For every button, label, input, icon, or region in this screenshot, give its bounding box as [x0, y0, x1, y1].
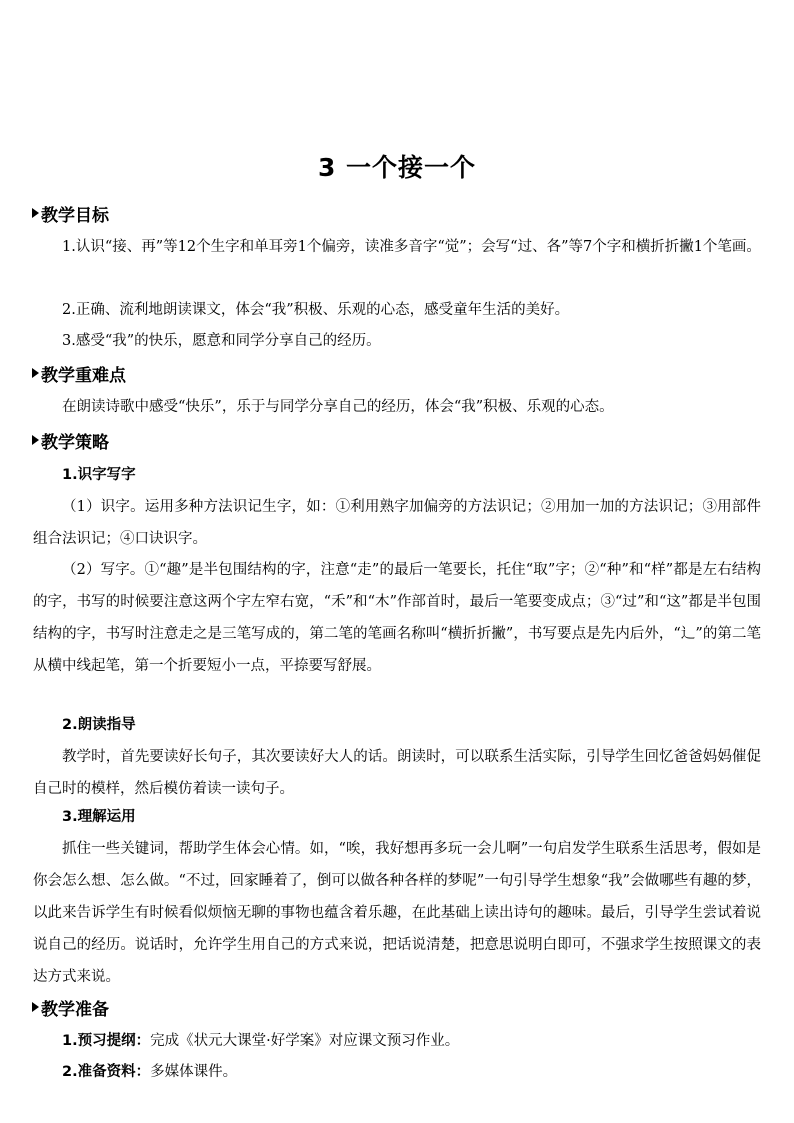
prep-item-2-value: 多媒体课件。 [150, 1064, 238, 1080]
lesson-title: 3 一个接一个 [317, 153, 477, 182]
prep-item-1-value: 完成《状元大课堂·好学案》对应课文预习作业。 [150, 1033, 460, 1049]
triangle-bullet-icon [32, 1002, 39, 1012]
subheading-literacy: 1.识字写字 [62, 467, 136, 483]
goal-item-2: 2.正确、流利地朗读课文，体会“我”积极、乐观的心态，感受童年生活的美好。 [62, 302, 570, 318]
section-heading-text: 教学准备 [41, 999, 109, 1020]
subheading-reading: 2.朗读指导 [62, 717, 136, 733]
section-heading-preparation [32, 995, 109, 1019]
section-heading-key-points [32, 361, 126, 385]
goal-item-3: 3.感受“我”的快乐，愿意和同学分享自己的经历。 [62, 333, 381, 349]
subheading-understanding: 3.理解运用 [62, 809, 136, 825]
triangle-bullet-icon [32, 368, 39, 378]
section-heading-text: 教学策略 [41, 432, 109, 453]
section-heading-text: 教学目标 [41, 205, 109, 226]
literacy-paragraph-2: （2）写字。①“趣”是半包围结构的字，注意“走”的最后一笔要长，托住“取”字；②“种”和“样”都是左右结构的字，书写的时候要注意这两个字左窄右宽，“禾”和“木”作部首时，最后一笔要变成点；③“过”和“这”都是半包围结构的字，书写时注意走之是三笔写成的，第二笔的笔画名称叫“横折折撇”，书写要点是先内后外，“辶”的第二笔从横中线起笔，第一个折要短小一点，平捺要写舒展。 [33, 562, 761, 674]
section-heading-goals [32, 201, 109, 225]
goal-item-1: 1.认识“接、再”等12个生字和单耳旁1个偏旁，读准多音字“觉”；会写“过、各”等7个字和横折折撇1个笔画。 [62, 239, 761, 255]
prep-item-1-label: 1.预习提纲： [62, 1033, 151, 1049]
prep-item-2 [62, 1060, 237, 1084]
key-points-text: 在朗读诗歌中感受“快乐”，乐于与同学分享自己的经历，体会“我”积极、乐观的心态。 [62, 399, 614, 415]
literacy-paragraph-1: （1）识字。运用多种方法识记生字，如：①利用熟字加偏旁的方法识记；②用加一加的方法识记；③用部件组合法识记；④口诀识字。 [33, 499, 761, 547]
reading-paragraph: 教学时，首先要读好长句子，其次要读好大人的话。朗读时，可以联系生活实际，引导学生回忆爸爸妈妈催促自己时的模样，然后模仿着读一读句子。 [33, 749, 761, 797]
section-heading-strategy [32, 428, 109, 452]
triangle-bullet-icon [32, 435, 39, 445]
prep-item-2-label: 2.准备资料： [62, 1064, 151, 1080]
understanding-paragraph: 抓住一些关键词，帮助学生体会心情。如，“唉，我好想再多玩一会儿啊”一句启发学生联系生活思考，假如是你会怎么想、怎么做。“不过，回家睡着了，倒可以做各种各样的梦呢”一句引导学生想象“我”会做哪些有趣的梦，以此来告诉学生有时候看似烦恼无聊的事物也蕴含着乐趣，在此基础上读出诗句的趣味。最后，引导学生尝试着说说自己的经历。说话时，允许学生用自己的方式来说，把话说清楚，把意思说明白即可，不强求学生按照课文的表达方式来说。 [33, 841, 761, 985]
section-heading-text: 教学重难点 [41, 365, 126, 386]
triangle-bullet-icon [32, 208, 39, 218]
prep-item-1 [62, 1029, 459, 1053]
